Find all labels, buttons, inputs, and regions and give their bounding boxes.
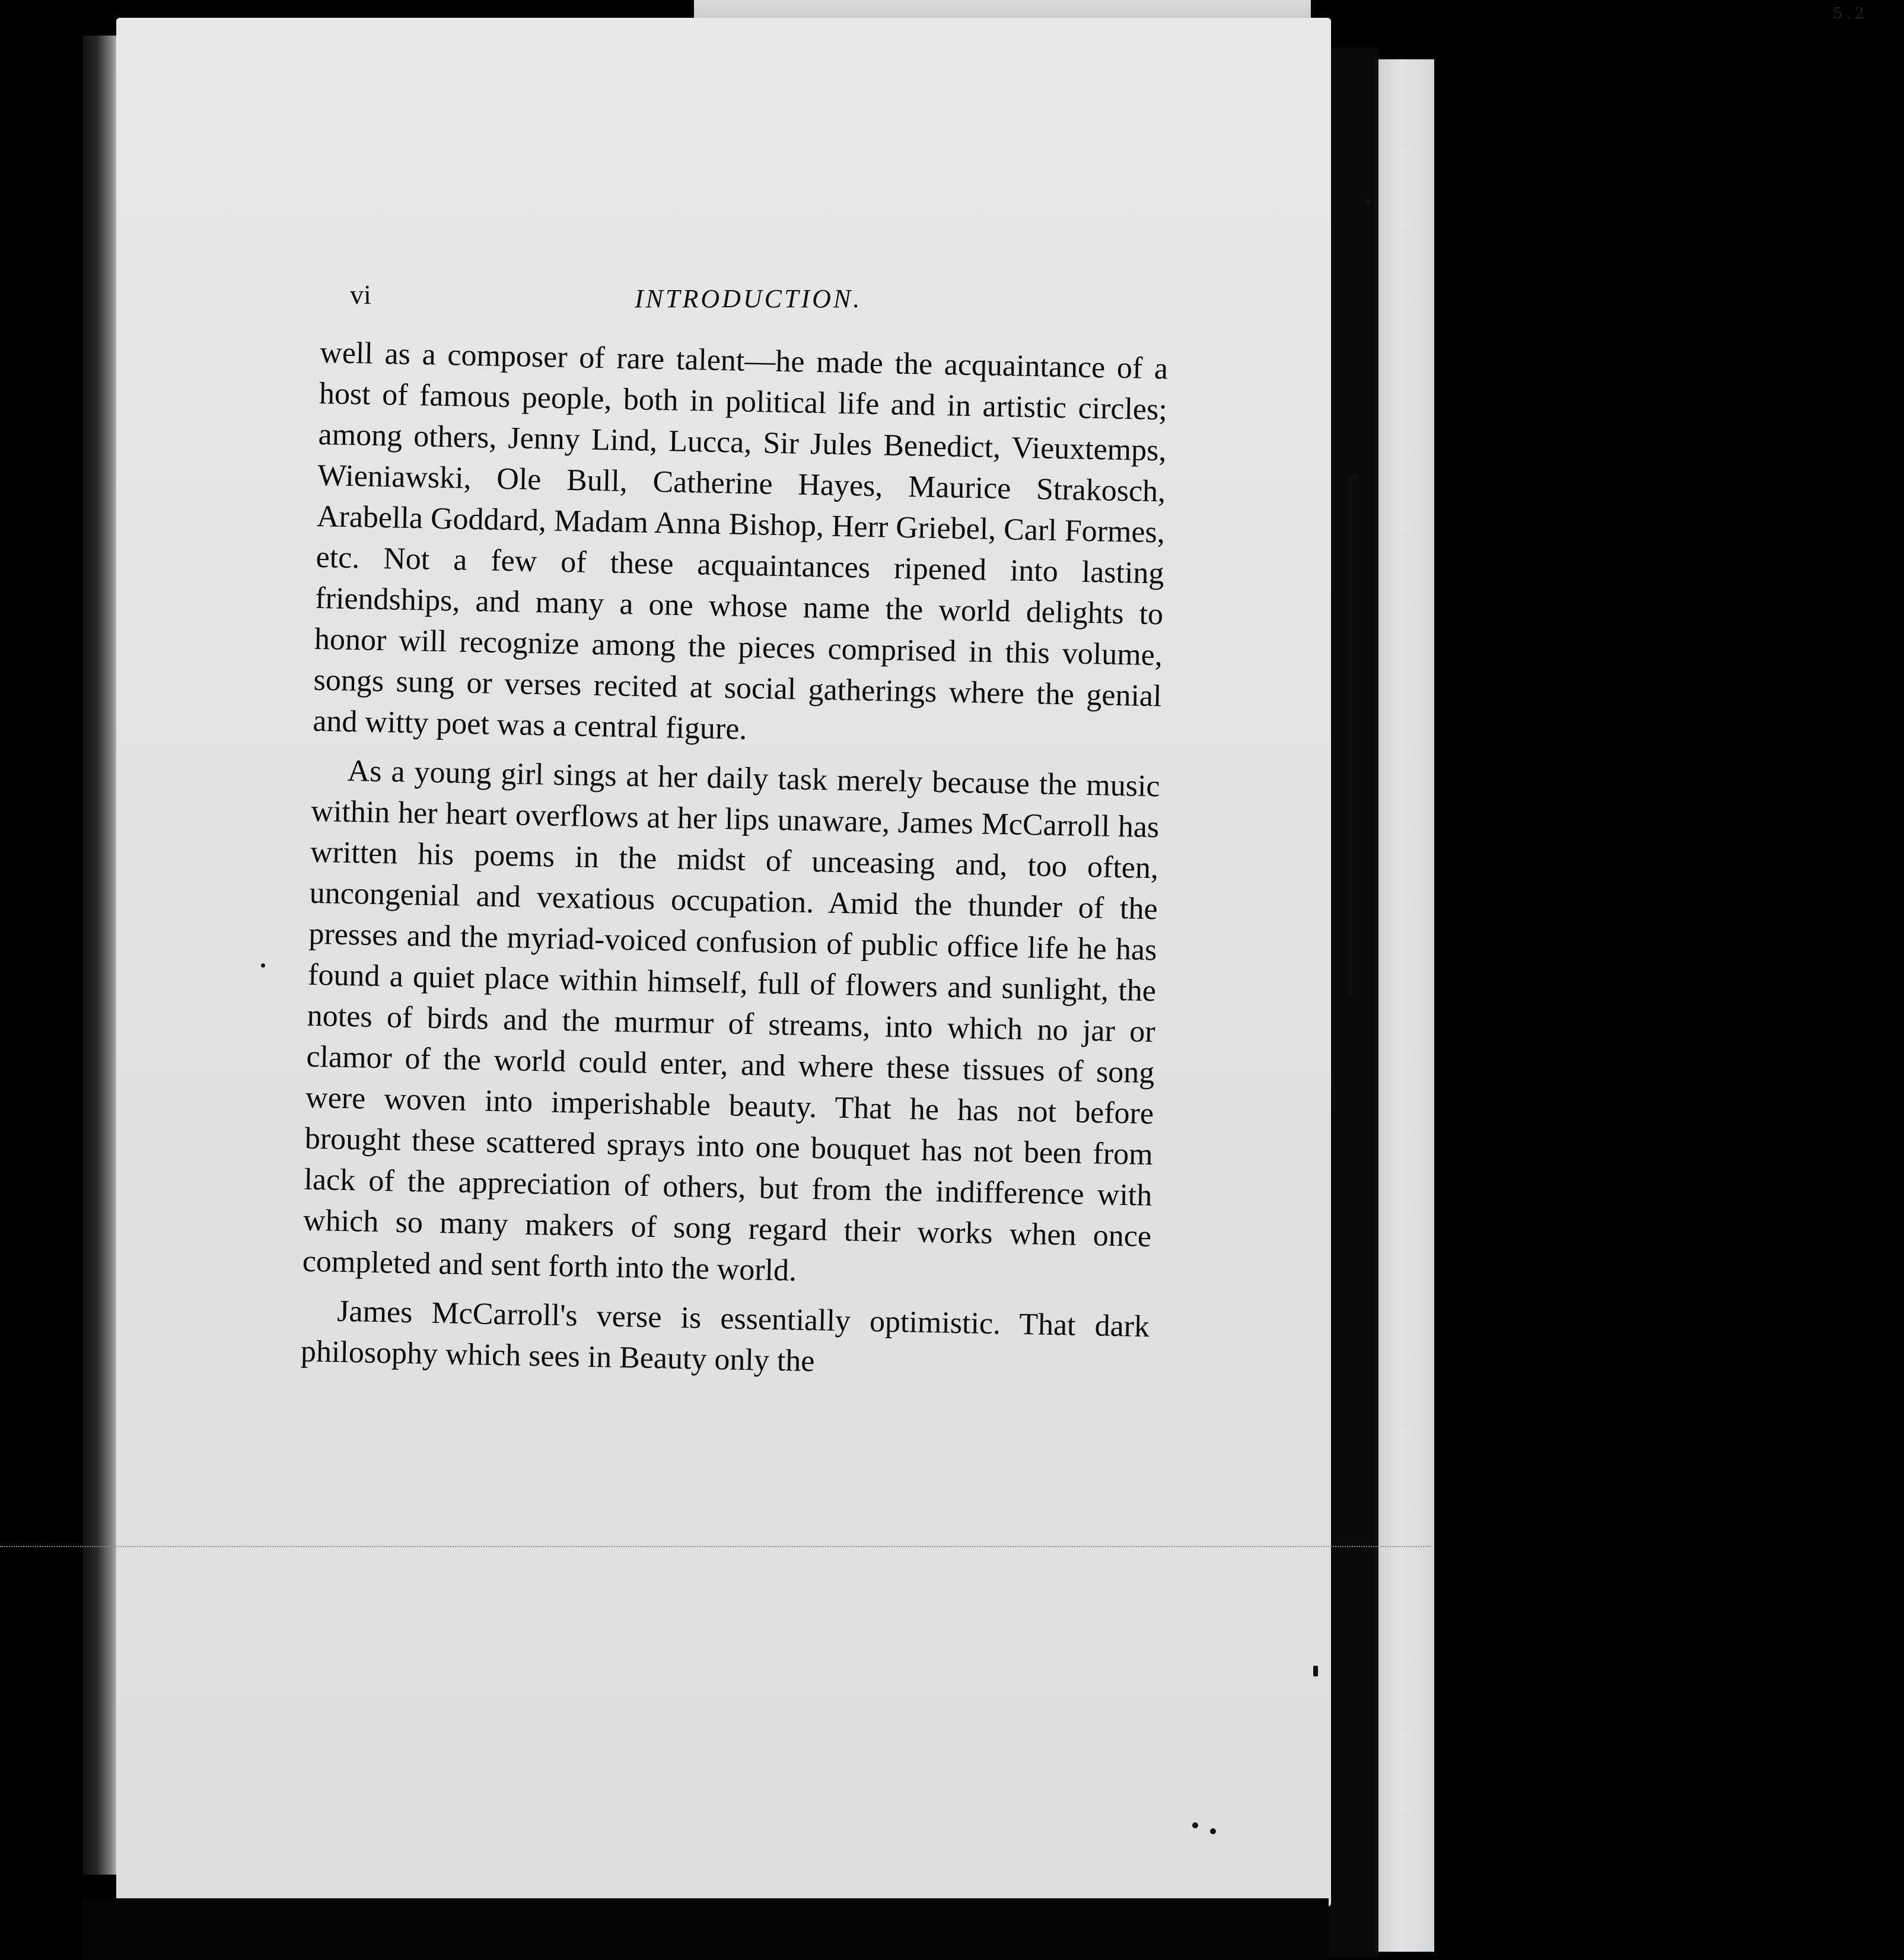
speck-mark	[261, 963, 265, 968]
page-header	[350, 279, 1174, 320]
speck-mark	[1210, 1828, 1216, 1834]
binding-line	[1348, 475, 1352, 997]
paragraph: James McCarroll's verse is essentially optimistic. That dark philosophy which sees in Beauty only the	[300, 1294, 1150, 1379]
paragraph: well as a composer of rare talent—he made the acquaintance of a host of famous people, both in political life and in artistic circles; among others, Jenny Lind, Lucca, Sir Jules Benedict, Vieuxtemps, Wieniawski, Ole Bull, Catherine Hayes, Maurice Strakosch, Arabella Goddard, Madam Anna Bishop, Herr Griebel, Carl Formes, etc. Not a few of these acquaintances ripened into lasting friendships, and many a one whose name the world delights to honor will recognize among the pieces comprised in this volume, songs sung or verses recited at social gatherings where the genial and witty poet was a central figure.	[312, 335, 1168, 746]
scan-artifact-rule	[0, 1546, 1431, 1547]
speck-mark	[1313, 1666, 1318, 1676]
paragraph: As a young girl sings at her daily task merely because the music within her heart overflows at her lips unaware, James McCarroll has written his poems in the midst of unceasing and, too often, uncongenial and vexatious occupation. Amid the thunder of the presses and the myriad-voiced confusion of public office life he has found a quiet place within himself, full of flowers and sunlight, the notes of birds and the murmur of streams, into which no jar or clamor of the world could enter, and where these tissues of song were woven into imperishable beauty. That he has not before brought these scattered sprays into one bouquet has not been from lack of the appreciation of others, but from the indifference with which so many makers of song regard their works when once completed and sent forth into the world.	[302, 754, 1161, 1288]
binding-hook	[1348, 475, 1358, 479]
bottom-shadow	[83, 1898, 1329, 1960]
running-title: INTRODUCTION.	[635, 284, 862, 313]
adjacent-page-edge	[1375, 59, 1434, 1952]
binding-gutter	[1329, 47, 1378, 1958]
speck-mark	[1192, 1822, 1198, 1828]
page-number: vi	[350, 279, 371, 310]
page-body	[300, 332, 1168, 1396]
speck-mark	[1365, 199, 1371, 205]
left-page-edge-shadow	[83, 36, 119, 1875]
top-strip-mark: 5.2	[1833, 5, 1868, 23]
